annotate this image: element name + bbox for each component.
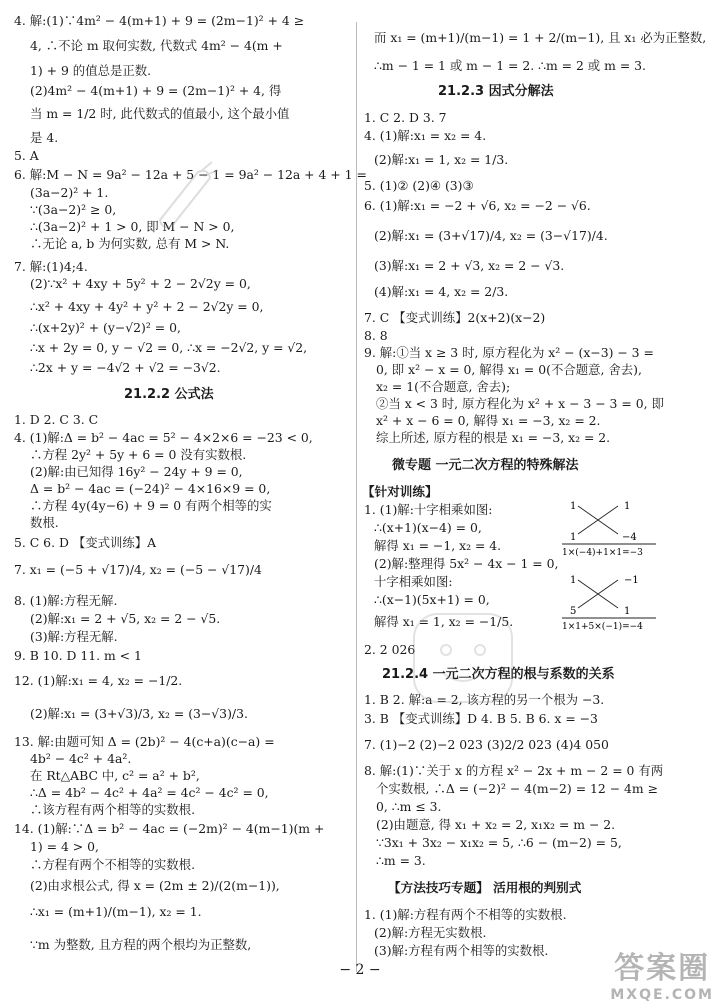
ans-s-1-line2: ∴(x+1)(x−4) = 0, <box>374 520 482 535</box>
section-title-formula: 21.2.2 公式法 <box>124 387 214 402</box>
carrot-watermark-icon <box>150 160 220 235</box>
ans-6-line3: ∵(3a−2)² ≥ 0, <box>30 202 117 217</box>
ans-6-line5: ∴无论 a, b 为何实数, 总有 M > N. <box>30 236 230 251</box>
ans-r-9-line6: 综上所述, 原方程的根是 x₁ = −3, x₂ = 2. <box>376 430 611 445</box>
ans-8-line2: (2)解:x₁ = 2 + √5, x₂ = 2 − √5. <box>30 611 221 626</box>
ans-4b-line2: ∴方程 2y² + 5y + 6 = 0 没有实数根. <box>30 447 247 462</box>
ans-5: 5. A <box>14 148 39 163</box>
ans-1-3: 1. D 2. C 3. C <box>14 412 99 427</box>
ans-d-1-line1: 1. (1)解:方程有两个不相等的实数根. <box>364 907 567 922</box>
ans-6-line4: ∴(3a−2)² + 1 > 0, 即 M − N > 0, <box>30 219 235 234</box>
ans-d-1-line2: (2)解:方程无实数根. <box>374 925 487 940</box>
ans-4b-line5: ∴方程 4y(4y−6) + 9 = 0 有两个相等的实 <box>30 498 272 513</box>
ans-r-8: 8. 8 <box>364 328 388 343</box>
ans-12-line1: 12. (1)解:x₁ = 4, x₂ = −1/2. <box>14 673 183 688</box>
site-watermark-logo <box>610 943 714 1003</box>
ans-v-8-line2: 个实数根, ∴Δ = (−2)² − 4(m−2) = 12 − 4m ≥ <box>376 781 659 796</box>
ans-r-6-line4: (4)解:x₁ = 4, x₂ = 2/3. <box>374 284 509 299</box>
ans-s-1-line6: ∴(x−1)(5x+1) = 0, <box>374 592 490 607</box>
ans-r-9-line1: 9. 解:①当 x ≥ 3 时, 原方程化为 x² − (x−3) − 3 = <box>364 345 654 360</box>
ans-13-line4: ∴Δ = 4b² − 4c² + 4a² = 4c² − 4c² = 0, <box>30 785 269 800</box>
ans-7-line2: (2)∵x² + 4xy + 5y² + 2 − 2√2y = 0, <box>30 276 251 291</box>
logo-url: MXQE.COM <box>610 987 714 1003</box>
practice-heading: 【针对训练】 <box>362 484 438 499</box>
page-number: − 2 − <box>339 962 381 978</box>
ans-v-1-2: 1. B 2. 解:a = 2, 该方程的另一个根为 −3. <box>364 692 605 707</box>
ans-r-1-3: 1. C 2. D 3. 7 <box>364 110 447 125</box>
ans-s-1-line7: 解得 x₁ = 1, x₂ = −1/5. <box>374 614 514 629</box>
ans-4-line4: (2)4m² − 4(m+1) + 9 = (2m−1)² + 4, 得 <box>30 83 282 98</box>
ans-r-7: 7. C 【变式训练】2(x+2)(x−2) <box>364 310 546 325</box>
ans-7-line6: ∴2x + y = −4√2 + √2 = −3√2. <box>30 360 221 375</box>
face-watermark-icon <box>408 608 518 708</box>
ans-14-line1: 14. (1)解:∵Δ = b² − 4ac = (−2m)² − 4(m−1)(m + <box>14 821 325 836</box>
section-title-vieta: 21.2.4 一元二次方程的根与系数的关系 <box>382 667 615 682</box>
d2-top-right: −1 <box>624 575 639 586</box>
ans-8-line1: 8. (1)解:方程无解. <box>14 593 118 608</box>
ans-r-6-line2: (2)解:x₁ = (3+√17)/4, x₂ = (3−√17)/4. <box>374 228 608 243</box>
ans-14-cont-line1: 而 x₁ = (m+1)/(m−1) = 1 + 2/(m−1), 且 x₁ 必为正整数, <box>374 30 707 45</box>
ans-4b-line1: 4. (1)解:Δ = b² − 4ac = 5² − 4×2×6 = −23 < 0, <box>14 430 313 445</box>
ans-r-6-line3: (3)解:x₁ = 2 + √3, x₂ = 2 − √3. <box>374 258 565 273</box>
ans-14-line4: (2)由求根公式, 得 x = (2m ± 2)/(2(m−1)), <box>30 878 280 893</box>
ans-7b: 7. x₁ = (−5 + √17)/4, x₂ = (−5 − √17)/4 <box>14 562 262 577</box>
ans-v-8-line1: 8. 解:(1)∵关于 x 的方程 x² − 2x + m − 2 = 0 有两 <box>364 763 664 778</box>
cross-multiply-diagram-1 <box>560 496 670 558</box>
cross-multiply-diagram-2 <box>560 570 670 632</box>
ans-13-line3: 在 Rt△ABC 中, c² = a² + b², <box>30 768 200 783</box>
ans-13-line5: ∴该方程有两个相等的实数根. <box>30 802 196 817</box>
d2-bottom-right: 1 <box>624 606 631 617</box>
logo-text: 答案圈 <box>614 951 711 986</box>
ans-7-line4: ∴(x+2y)² + (y−√2)² = 0, <box>30 320 181 335</box>
ans-v-8-line3: 0, ∴m ≤ 3. <box>376 799 442 814</box>
ans-4-line3: 1) + 9 的值总是正数. <box>30 63 152 78</box>
ans-13-line2: 4b² − 4c² + 4a². <box>30 751 132 766</box>
d1-top-left: 1 <box>570 501 577 512</box>
ans-14-line2: 1) = 4 > 0, <box>30 839 99 854</box>
ans-6-line2: (3a−2)² + 1. <box>30 185 109 200</box>
ans-d-1-line3: (3)解:方程有两个相等的实数根. <box>374 943 549 958</box>
d1-caption: 1×(−4)+1×1=−3 <box>562 548 643 558</box>
ans-r-5: 5. (1)② (2)④ (3)③ <box>364 178 474 193</box>
ans-4-line5: 当 m = 1/2 时, 此代数式的值最小, 这个最小值 <box>30 106 290 121</box>
ans-r-4-line2: (2)解:x₁ = 1, x₂ = 1/3. <box>374 152 509 167</box>
ans-5-6: 5. C 6. D 【变式训练】A <box>14 535 157 550</box>
ans-13-line1: 13. 解:由题可知 Δ = (2b)² − 4(c+a)(c−a) = <box>14 734 275 749</box>
ans-12-line2: (2)解:x₁ = (3+√3)/3, x₂ = (3−√3)/3. <box>30 706 248 721</box>
section-title-discriminant: 【方法技巧专题】 活用根的判别式 <box>388 880 582 895</box>
ans-s-1-line3: 解得 x₁ = −1, x₂ = 4. <box>374 538 502 553</box>
ans-8-line3: (3)解:方程无解. <box>30 629 118 644</box>
d1-bottom-right: −4 <box>622 532 637 543</box>
ans-14-line3: ∴方程有两个不相等的实数根. <box>30 857 196 872</box>
column-divider <box>356 22 357 972</box>
ans-r-9-line2: 0, 即 x² − x = 0, 解得 x₁ = 0(不合题意, 舍去), <box>376 362 642 377</box>
ans-4-line6: 是 4. <box>30 130 59 145</box>
d2-top-left: 1 <box>570 575 577 586</box>
section-title-factoring: 21.2.3 因式分解法 <box>438 84 554 99</box>
section-title-special: 微专题 一元二次方程的特殊解法 <box>392 458 579 473</box>
ans-v-3-6: 3. B 【变式训练】D 4. B 5. B 6. x = −3 <box>364 711 598 726</box>
ans-r-9-line3: x₂ = 1(不合题意, 舍去); <box>376 379 511 394</box>
d2-bottom-left: 5 <box>570 606 577 617</box>
d1-bottom-left: 1 <box>570 532 577 543</box>
ans-r-9-line5: x² + x − 6 = 0, 解得 x₁ = −3, x₂ = 2. <box>376 413 601 428</box>
ans-v-8-line6: ∴m = 3. <box>376 853 426 868</box>
ans-v-8-line5: ∵3x₁ + 3x₂ − x₁x₂ = 5, ∴6 − (m−2) = 5, <box>376 835 622 850</box>
ans-4b-line4: Δ = b² − 4ac = (−24)² − 4×16×9 = 0, <box>30 481 271 496</box>
ans-14-line6: ∵m 为整数, 且方程的两个根均为正整数, <box>30 937 252 952</box>
ans-r-9-line4: ②当 x < 3 时, 原方程化为 x² + x − 3 − 3 = 0, 即 <box>376 396 664 411</box>
ans-7-line1: 7. 解:(1)4;4. <box>14 259 88 274</box>
ans-s-1-line1: 1. (1)解:十字相乘如图: <box>364 502 493 517</box>
ans-v-7: 7. (1)−2 (2)−2 023 (3)2/2 023 (4)4 050 <box>364 737 609 752</box>
ans-r-4-line1: 4. (1)解:x₁ = x₂ = 4. <box>364 128 487 143</box>
ans-14-line5: ∴x₁ = (m+1)/(m−1), x₂ = 1. <box>30 904 202 919</box>
ans-7-line3: ∴x² + 4xy + 4y² + y² + 2 − 2√2y = 0, <box>30 299 264 314</box>
ans-s-1-line4: (2)解:整理得 5x² − 4x − 1 = 0, <box>374 556 559 571</box>
ans-r-6-line1: 6. (1)解:x₁ = −2 + √6, x₂ = −2 − √6. <box>364 198 591 213</box>
ans-4b-line6: 数根. <box>30 515 59 530</box>
ans-14-cont-line2: ∴m − 1 = 1 或 m − 1 = 2. ∴m = 2 或 m = 3. <box>374 58 646 73</box>
ans-7-line5: ∴x + 2y = 0, y − √2 = 0, ∴x = −2√2, y = √2, <box>30 340 308 355</box>
ans-v-8-line4: (2)由题意, 得 x₁ + x₂ = 2, x₁x₂ = m − 2. <box>376 817 616 832</box>
d2-caption: 1×1+5×(−1)=−4 <box>562 622 643 632</box>
ans-4-line2: 4, ∴不论 m 取何实数, 代数式 4m² − 4(m + <box>30 38 283 53</box>
ans-6-line1: 6. 解:M − N = 9a² − 12a + 5 − 1 = 9a² − 12a + 4 + 1 = <box>14 167 367 182</box>
ans-4-line1: 4. 解:(1)∵4m² − 4(m+1) + 9 = (2m−1)² + 4 ≥ <box>14 13 305 28</box>
ans-9-11: 9. B 10. D 11. m < 1 <box>14 648 142 663</box>
ans-s-1-line5: 十字相乘如图: <box>374 574 453 589</box>
ans-4b-line3: (2)解:由已知得 16y² − 24y + 9 = 0, <box>30 464 243 479</box>
d1-top-right: 1 <box>624 501 631 512</box>
ans-s-2: 2. 2 026 <box>364 642 416 657</box>
